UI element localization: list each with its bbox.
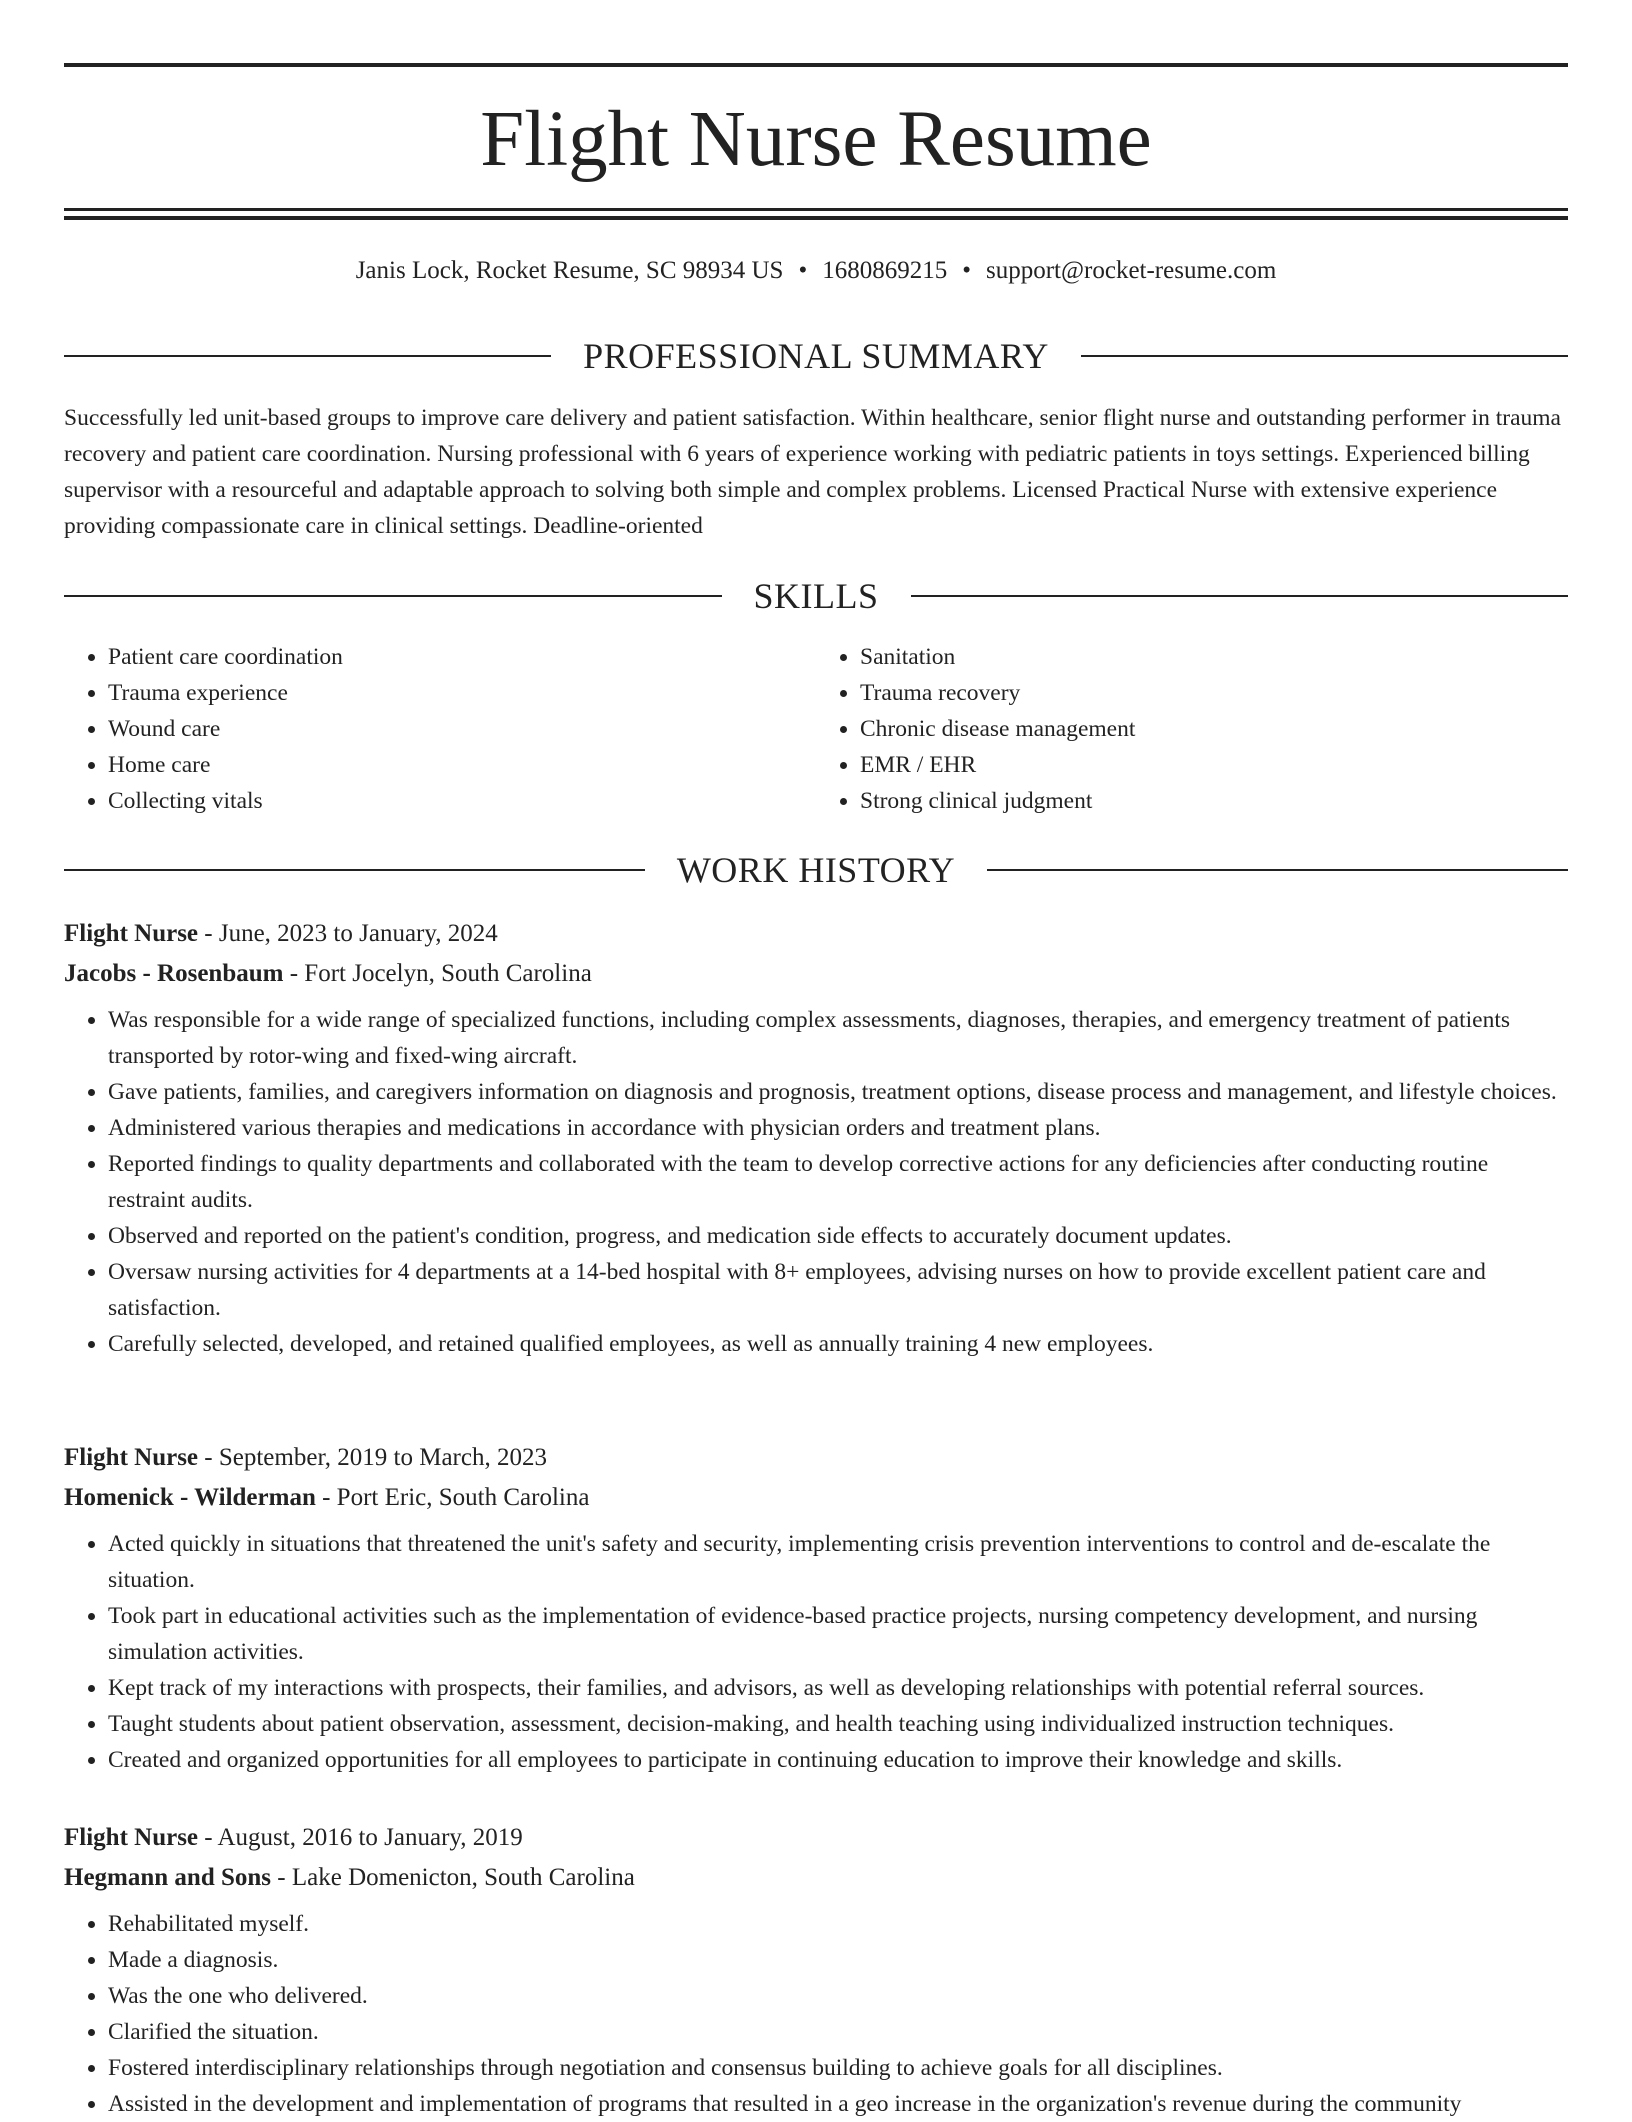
heading-rule-right [987,869,1568,871]
heading-rule-left [64,869,645,871]
skills-heading-label: SKILLS [753,576,879,616]
job-bullet: • Rehabilitated myself. [108,1906,1568,1942]
skills-list [64,639,1568,819]
heading-rule-right [911,595,1569,597]
job-company-row [64,954,1568,994]
summary-heading-label: PROFESSIONAL SUMMARY [583,336,1049,376]
contact-email: support@rocket-resume.com [986,257,1277,284]
work-heading-label: WORK HISTORY [676,850,956,890]
skill-item: • Chronic disease management [860,711,1568,747]
job-title: Flight Nurse [64,1444,199,1471]
job-title: Flight Nurse [64,920,199,947]
job-bullet: • Assisted in the development and implementation of programs that resulted in a geo increase in the organization's revenue during the community [108,2086,1568,2122]
summary-heading [64,336,1568,376]
job-location: - Lake Domenicton, South Carolina [271,1864,635,1891]
skill-item: • Trauma recovery [860,675,1568,711]
contact-phone: 1680869215 [822,257,948,284]
contact-separator: • [798,257,808,284]
title-rule-upper [64,208,1568,211]
job-title-row [64,914,1568,954]
skill-item: • Strong clinical judgment [860,783,1568,819]
job-dates: - September, 2019 to March, 2023 [198,1444,547,1471]
contact-address: Janis Lock, Rocket Resume, SC 98934 US [355,257,784,284]
job-bullet: • Carefully selected, developed, and retained qualified employees, as well as annually training 4 new employees. [108,1326,1568,1362]
job-bullet: • Created and organized opportunities for all employees to participate in continuing education to improve their knowledge and skills. [108,1742,1568,1778]
skills-column-left [64,639,816,819]
job-title: Flight Nurse [64,1824,199,1851]
job-dates: - August, 2016 to January, 2019 [198,1824,523,1851]
job-bullets [64,1002,1568,1362]
skill-item: • EMR / EHR [860,747,1568,783]
job-bullet: • Kept track of my interactions with prospects, their families, and advisors, as well as developing relationships with potential referral sources. [108,1670,1568,1706]
title-rule-lower [64,216,1568,220]
job-company: Jacobs - Rosenbaum [64,960,284,987]
job-company-row [64,1858,1568,1898]
job-bullet: • Was the one who delivered. [108,1978,1568,2014]
contact-separator: • [962,257,971,284]
work-heading [64,850,1568,890]
job-company: Homenick - Wilderman [64,1484,316,1511]
heading-rule-right [1081,355,1568,357]
skill-item: • Home care [108,747,816,783]
job-entry [64,1438,1568,1778]
job-bullet: • Fostered interdisciplinary relationships through negotiation and consensus building to achieve goals for all disciplines. [108,2050,1568,2086]
job-bullet: • Acted quickly in situations that threatened the unit's safety and security, implementing crisis prevention interventions to control and de-escalate the situation. [108,1526,1568,1598]
skill-item: • Wound care [108,711,816,747]
job-bullet: • Made a diagnosis. [108,1942,1568,1978]
job-bullet: • Taught students about patient observation, assessment, decision-making, and health teaching using individualized instruction techniques. [108,1706,1568,1742]
skill-item: • Collecting vitals [108,783,816,819]
job-bullet: • Reported findings to quality departments and collaborated with the team to develop corrective actions for any deficiencies after conducting routine restraint audits. [108,1146,1568,1218]
job-bullet: • Gave patients, families, and caregivers information on diagnosis and prognosis, treatment options, disease process and management, and lifestyle choices. [108,1074,1568,1110]
skills-heading [64,576,1568,616]
heading-rule-left [64,595,722,597]
job-bullets [64,1526,1568,1778]
job-title-row [64,1438,1568,1478]
job-location: - Fort Jocelyn, South Carolina [283,960,592,987]
job-bullet: • Took part in educational activities such as the implementation of evidence-based practice projects, nursing competency development, and nursing simulation activities. [108,1598,1568,1670]
skills-column-right [816,639,1568,819]
job-bullets [64,1906,1568,2122]
page-title: Flight Nurse Resume [480,96,1152,183]
job-bullet: • Observed and reported on the patient's condition, progress, and medication side effects to accurately document updates. [108,1218,1568,1254]
top-rule [64,63,1568,67]
job-location: - Port Eric, South Carolina [315,1484,590,1511]
skill-item: • Patient care coordination [108,639,816,675]
job-bullet: • Oversaw nursing activities for 4 departments at a 14-bed hospital with 8+ employees, advising nurses on how to provide excellent patient care and satisfaction. [108,1254,1568,1326]
skill-item: • Trauma experience [108,675,816,711]
job-entry [64,1818,1568,2122]
job-entry [64,914,1568,1362]
summary-text: Successfully led unit-based groups to improve care delivery and patient satisfaction. Within healthcare, senior flight nurse and outstanding performer in trauma recovery and patient care coordination. Nursing professional with 6 years of experience working with pediatric patients in toys settings. Experienced billing supervisor with a resourceful and adaptable approach to solving both simple and complex problems. Licensed Practical Nurse with extensive experience providing compassionate care in clinical settings. Deadline-oriented [64,405,1561,539]
job-bullet: • Administered various therapies and medications in accordance with physician orders and treatment plans. [108,1110,1568,1146]
heading-rule-left [64,355,551,357]
job-bullet: • Clarified the situation. [108,2014,1568,2050]
skill-item: • Sanitation [860,639,1568,675]
contact-line [64,255,1568,287]
job-company: Hegmann and Sons [64,1864,272,1891]
job-company-row [64,1478,1568,1518]
job-bullet: • Was responsible for a wide range of specialized functions, including complex assessments, diagnoses, therapies, and emergency treatment of patients transported by rotor-wing and fixed-wing aircraft. [108,1002,1568,1074]
job-title-row [64,1818,1568,1858]
job-dates: - June, 2023 to January, 2024 [198,920,498,947]
